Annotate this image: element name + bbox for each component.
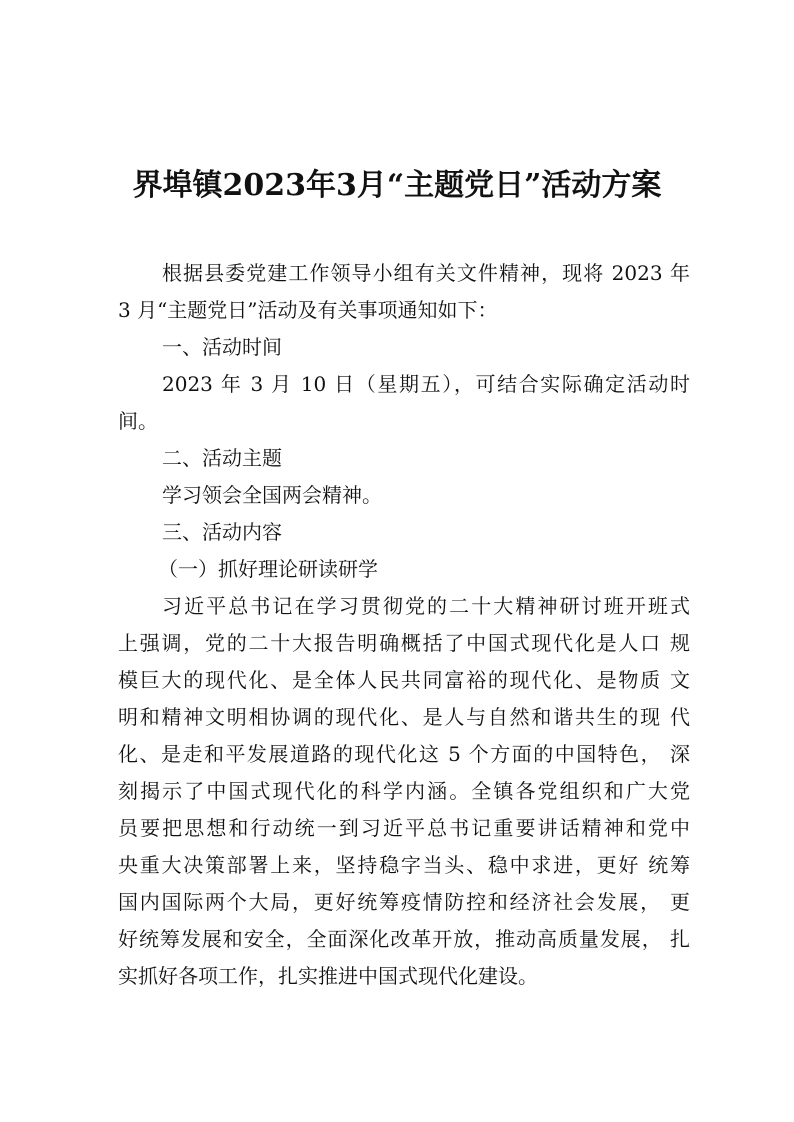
paragraph-line: 间。 xyxy=(118,409,158,433)
paragraph-line: 央重大决策部署上来，坚持稳字当头、稳中求进，更好 统筹 xyxy=(118,853,690,877)
subsection-heading: （一）抓好理论研读研学 xyxy=(158,557,378,581)
section-heading: 一、活动时间 xyxy=(162,335,282,359)
section-heading: 二、活动主题 xyxy=(162,446,282,470)
paragraph-line: 员要把思想和行动统一到习近平总书记重要讲话精神和党中 xyxy=(118,816,690,840)
paragraph-line: 刻揭示了中国式现代化的科学内涵。全镇各党组织和广大党 xyxy=(118,779,690,803)
paragraph-line: 根据县委党建工作领导小组有关文件精神，现将 2023 年 xyxy=(162,261,690,285)
section-heading: 三、活动内容 xyxy=(162,520,282,544)
paragraph-line: 模巨大的现代化、是全体人民共同富裕的现代化、是物质 文 xyxy=(118,668,690,692)
document-title: 界埠镇2023年3月“主题党日”活动方案 xyxy=(132,168,662,203)
paragraph-line: 好统筹发展和安全，全面深化改革开放，推动高质量发展， 扎 xyxy=(118,927,690,951)
paragraph-line: 2023 年 3 月 10 日（星期五），可结合实际确定活动时 xyxy=(162,372,690,396)
paragraph-line: 明和精神文明相协调的现代化、是人与自然和谐共生的现 代 xyxy=(118,705,690,729)
paragraph-line: 学习领会全国两会精神。 xyxy=(162,483,382,507)
paragraph-line: 上强调，党的二十大报告明确概括了中国式现代化是人口 规 xyxy=(118,631,690,655)
paragraph-line: 3 月“主题党日”活动及有关事项通知如下： xyxy=(118,298,498,322)
paragraph-line: 化、是走和平发展道路的现代化这 5 个方面的中国特色， 深 xyxy=(118,742,690,766)
paragraph-line: 国内国际两个大局，更好统筹疫情防控和经济社会发展， 更 xyxy=(118,890,690,914)
paragraph-line: 实抓好各项工作，扎实推进中国式现代化建设。 xyxy=(118,964,538,988)
document-body xyxy=(118,255,690,995)
paragraph-line: 习近平总书记在学习贯彻党的二十大精神研讨班开班式 xyxy=(162,594,690,618)
